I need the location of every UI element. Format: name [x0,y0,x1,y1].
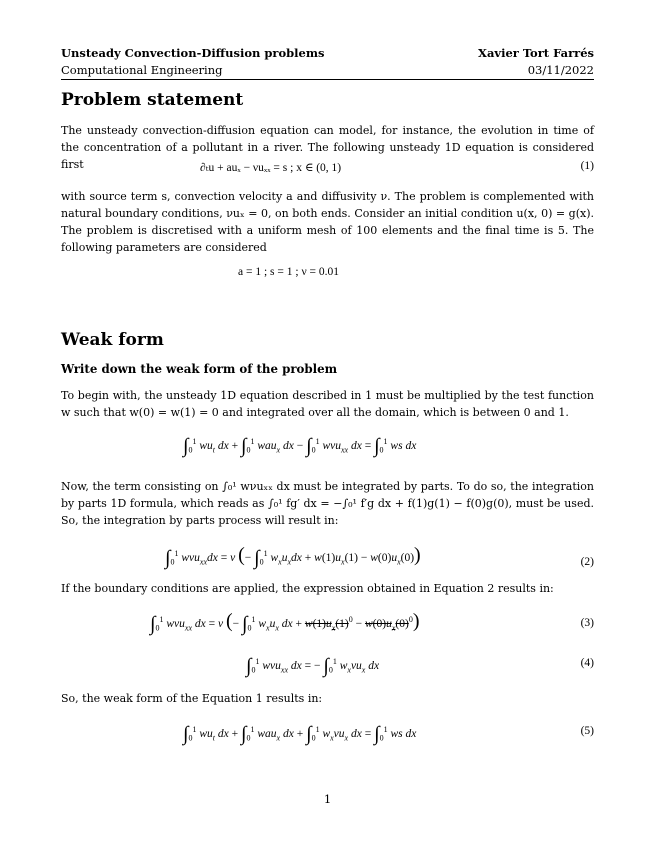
page-number: 1 [323,792,332,806]
equation-4: $\int_0^1$ wνu$_{xx}$ dx = − $\int_0^1$ $w_x\nu u_x$ dx [246,655,380,677]
header-author: Xavier Tort Farrés [478,46,594,60]
equation-5-number: (5) [580,725,594,737]
equation-3: $\int_0^1$ wνu$_{xx}$ dx = ν (− $\int_0^1$ $w_xu_x$ dx + $w(1)u_x(1)^0 - w(0)u_x(0)^0$) [150,610,420,635]
equation-4-number: (4) [580,657,594,669]
running-header-top [61,46,594,61]
paragraph-weak-form-intro: To begin with, the unsteady 1D equation described in 1 must be multiplied by the test function w such that w(0) = w(1) = 0 and integrated over all the domain, which is between 0 and 1. [61,389,594,419]
paragraph-integration-by-parts: Now, the term consisting on ∫₀¹ wνuₓₓ dx must be integrated by parts. To do so, the integration by parts 1D formula, which reads as ∫₀¹ fg′ dx = −∫₀¹ f′g dx + f(1)g(1) − f(0)g(0), must be used. So, the integration by parts process will result in: [61,480,594,527]
running-header-bottom [61,63,594,78]
equation-3-number: (3) [580,617,594,629]
header-date: 03/11/2022 [527,63,594,77]
equation-1: ∂ₜu + auₓ − νuₓₓ = s ; x ∈ (0, 1) [200,162,342,174]
equation-2-number: (2) [580,556,594,568]
parameters-equation: a = 1 ; s = 1 ; ν = 0.01 [238,266,340,278]
section-title-weak-form: Weak form [61,330,164,350]
section-title-problem-statement: Problem statement [61,90,244,110]
subsection-title: Write down the weak form of the problem [61,362,338,376]
header-rule [61,79,594,80]
equation-weak-integrated: $\int_0^1$ $wu_t$ dx + $\int_0^1$ wau$_x$ dx − $\int_0^1$ wνu$_{xx}$ dx = $\int_0^1$ ws dx [183,435,417,457]
equation-1-number: (1) [580,160,594,172]
equation-2: $\int_0^1$ wνu$_{xx}$dx = ν (− $\int_0^1$ $w_xu_xdx + w(1)u_x(1) - w(0)u_x(0)$) [165,544,421,569]
paragraph-description: with source term s, convection velocity a and diffusivity ν. The problem is complemented with natural boundary conditions, νuₓ = 0, on both ends. Consider an initial condition u(x, 0) = g(x). The problem is discretised with a uniform mesh of 100 elements and the final time is 5. The following parameters are considered [61,190,594,254]
paragraph-boundary-conditions: If the boundary conditions are applied, the expression obtained in Equation 2 results in: [61,582,554,595]
header-title: Unsteady Convection-Diffusion problems [61,46,325,60]
equation-5: $\int_0^1$ $wu_t$ dx + $\int_0^1$ wau$_x$ dx + $\int_0^1$ $w_x\nu u_x$ dx = $\int_0^1$ ws dx [183,723,417,745]
header-course: Computational Engineering [61,63,223,77]
paragraph-intro: The unsteady convection-diffusion equation can model, for instance, the evolution in time of the concentration of a pollutant in a river. The following unsteady 1D equation is considered first [61,124,594,171]
paragraph-weak-form-result: So, the weak form of the Equation 1 results in: [61,692,323,705]
